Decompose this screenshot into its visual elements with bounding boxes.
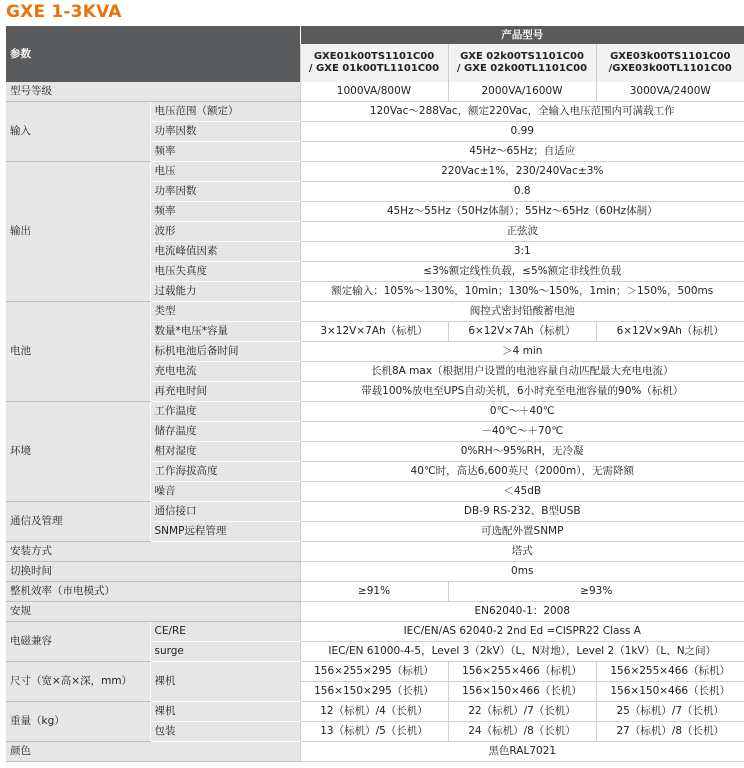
- output-overload-value: 额定输入：105%～130%，10min；130%～150%，1min；＞150%，500ms: [300, 282, 744, 302]
- output-freq-value: 45Hz～55Hz（50Hz体制）；55Hz～65Hz（60Hz体制）: [300, 202, 744, 222]
- comm-snmp-label: SNMP远程管理: [150, 522, 300, 542]
- output-pf-value: 0.8: [300, 182, 744, 202]
- output-wave-label: 波形: [150, 222, 300, 242]
- row-safety: [6, 602, 744, 622]
- env-sttemp-label: 储存温度: [150, 422, 300, 442]
- color-label: 颜色: [6, 742, 300, 762]
- env-sttemp-value: －40℃～＋70℃: [300, 422, 744, 442]
- battery-recharge-value: 带载100%放电至UPS自动关机，6小时充至电池容量的90%（标机）: [300, 382, 744, 402]
- weight-pack-label: 包装: [150, 722, 300, 742]
- row-env-optemp: [6, 402, 744, 422]
- size-group-label: 尺寸（宽×高×深，mm）: [6, 662, 150, 702]
- row-emc-cere: [6, 622, 744, 642]
- env-noise-value: ＜45dB: [300, 482, 744, 502]
- battery-backup-label: 标机电池后备时间: [150, 342, 300, 362]
- row-transfer: [6, 562, 744, 582]
- output-thd-label: 电压失真度: [150, 262, 300, 282]
- model-3-line-2: /GXE03k00TL1101C00: [608, 63, 732, 74]
- rating-value-3: 3000VA/2400W: [596, 82, 744, 102]
- comm-port-label: 通信接口: [150, 502, 300, 522]
- env-group-label: 环境: [6, 402, 150, 502]
- output-crest-value: 3:1: [300, 242, 744, 262]
- model-3-header: [596, 44, 744, 82]
- efficiency-label: 整机效率（市电模式）: [6, 582, 300, 602]
- env-humidity-value: 0%RH～95%RH，无冷凝: [300, 442, 744, 462]
- battery-recharge-label: 再充电时间: [150, 382, 300, 402]
- row-rating: [6, 82, 744, 102]
- output-wave-value: 正弦波: [300, 222, 744, 242]
- input-pf-value: 0.99: [300, 122, 744, 142]
- param-header: 参数: [6, 26, 300, 82]
- output-overload-label: 过载能力: [150, 282, 300, 302]
- size-std-3: 156×255×466（标机）: [596, 662, 744, 682]
- battery-type-label: 类型: [150, 302, 300, 322]
- comm-group-label: 通信及管理: [6, 502, 150, 542]
- size-long-3: 156×150×466（长机）: [596, 682, 744, 702]
- input-pf-label: 功率因数: [150, 122, 300, 142]
- install-value: 塔式: [300, 542, 744, 562]
- env-optemp-value: 0℃～＋40℃: [300, 402, 744, 422]
- row-comm-port: [6, 502, 744, 522]
- safety-label: 安规: [6, 602, 300, 622]
- weight-pack-1: 13（标机）/5（长机）: [300, 722, 448, 742]
- emc-cere-value: IEC/EN/AS 62040-2 2nd Ed =CISPR22 Class A: [300, 622, 744, 642]
- battery-qty-label: 数量*电压*容量: [150, 322, 300, 342]
- size-std-1: 156×255×295（标机）: [300, 662, 448, 682]
- row-install: [6, 542, 744, 562]
- comm-port-value: DB-9 RS-232、B型USB: [300, 502, 744, 522]
- output-thd-value: ≤3%额定线性负载，≤5%额定非线性负载: [300, 262, 744, 282]
- weight-pack-3: 27（标机）/8（长机）: [596, 722, 744, 742]
- model-1-line-1: GXE01k00TS1101C00: [313, 51, 435, 62]
- model-1-line-2: / GXE 01k00TL1101C00: [308, 63, 440, 74]
- safety-value: EN62040-1：2008: [300, 602, 744, 622]
- input-freq-value: 45Hz～65Hz；自适应: [300, 142, 744, 162]
- battery-backup-value: ＞4 min: [300, 342, 744, 362]
- size-long-1: 156×150×295（长机）: [300, 682, 448, 702]
- weight-bare-2: 22（标机）/7（长机）: [448, 702, 596, 722]
- size-std-2: 156×255×466（标机）: [448, 662, 596, 682]
- rating-value-1: 1000VA/800W: [300, 82, 448, 102]
- battery-group-label: 电池: [6, 302, 150, 402]
- size-long-2: 156×150×466（长机）: [448, 682, 596, 702]
- weight-group-label: 重量（kg）: [6, 702, 150, 742]
- env-humidity-label: 相对湿度: [150, 442, 300, 462]
- emc-surge-value: IEC/EN 61000-4-5，Level 3（2kV）（L、N对地），Level 2（1kV）（L、N之间）: [300, 642, 744, 662]
- rating-value-2: 2000VA/1600W: [448, 82, 596, 102]
- model-2-header: [448, 44, 596, 82]
- input-voltage-label: 电压范围（额定）: [150, 102, 300, 122]
- output-voltage-value: 220Vac±1%，230/240Vac±3%: [300, 162, 744, 182]
- emc-surge-label: surge: [150, 642, 300, 662]
- header-row-top: [6, 26, 744, 44]
- model-1-header: [300, 44, 448, 82]
- row-efficiency: [6, 582, 744, 602]
- efficiency-value-2: ≥93%: [448, 582, 744, 602]
- comm-snmp-value: 可选配外置SNMP: [300, 522, 744, 542]
- color-value: 黑色RAL7021: [300, 742, 744, 762]
- battery-charge-label: 充电电流: [150, 362, 300, 382]
- model-2-line-2: / GXE 02k00TL1101C00: [456, 63, 588, 74]
- row-input-voltage: [6, 102, 744, 122]
- battery-qty-value-3: 6×12V×9Ah（标机）: [596, 322, 744, 342]
- install-label: 安装方式: [6, 542, 300, 562]
- input-freq-label: 频率: [150, 142, 300, 162]
- output-group-label: 输出: [6, 162, 150, 302]
- transfer-label: 切换时间: [6, 562, 300, 582]
- battery-qty-value-2: 6×12V×7Ah（标机）: [448, 322, 596, 342]
- row-color: [6, 742, 744, 762]
- output-crest-label: 电流峰值因素: [150, 242, 300, 262]
- emc-group-label: 电磁兼容: [6, 622, 150, 662]
- input-voltage-value: 120Vac～288Vac，额定220Vac，全输入电压范围内可满载工作: [300, 102, 744, 122]
- efficiency-value-1: ≥91%: [300, 582, 448, 602]
- env-altitude-value: 40℃时，高达6,600英尺（2000m），无需降额: [300, 462, 744, 482]
- rating-label: 型号等级: [6, 82, 300, 102]
- env-noise-label: 噪音: [150, 482, 300, 502]
- weight-pack-2: 24（标机）/8（长机）: [448, 722, 596, 742]
- model-3-line-1: GXE03k00TS1101C00: [610, 51, 731, 62]
- env-altitude-label: 工作海拔高度: [150, 462, 300, 482]
- row-output-voltage: [6, 162, 744, 182]
- emc-cere-label: CE/RE: [150, 622, 300, 642]
- size-bare-label: 裸机: [150, 662, 300, 702]
- env-optemp-label: 工作温度: [150, 402, 300, 422]
- output-freq-label: 频率: [150, 202, 300, 222]
- output-voltage-label: 电压: [150, 162, 300, 182]
- row-battery-type: [6, 302, 744, 322]
- weight-bare-3: 25（标机）/7（长机）: [596, 702, 744, 722]
- model-2-line-1: GXE 02k00TS1101C00: [460, 51, 584, 62]
- row-weight-bare: [6, 702, 744, 722]
- battery-charge-value: 长机8A max（根据用户设置的电池容量自动匹配最大充电电流）: [300, 362, 744, 382]
- battery-type-value: 阀控式密封铅酸蓄电池: [300, 302, 744, 322]
- battery-qty-value-1: 3×12V×7Ah（标机）: [300, 322, 448, 342]
- model-header: 产品型号: [300, 26, 744, 44]
- page-title: GXE 1-3KVA: [6, 2, 122, 22]
- spec-table: [6, 26, 744, 762]
- input-group-label: 输入: [6, 102, 150, 162]
- weight-bare-label: 裸机: [150, 702, 300, 722]
- row-size-1: [6, 662, 744, 682]
- output-pf-label: 功率因数: [150, 182, 300, 202]
- weight-bare-1: 12（标机）/4（长机）: [300, 702, 448, 722]
- transfer-value: 0ms: [300, 562, 744, 582]
